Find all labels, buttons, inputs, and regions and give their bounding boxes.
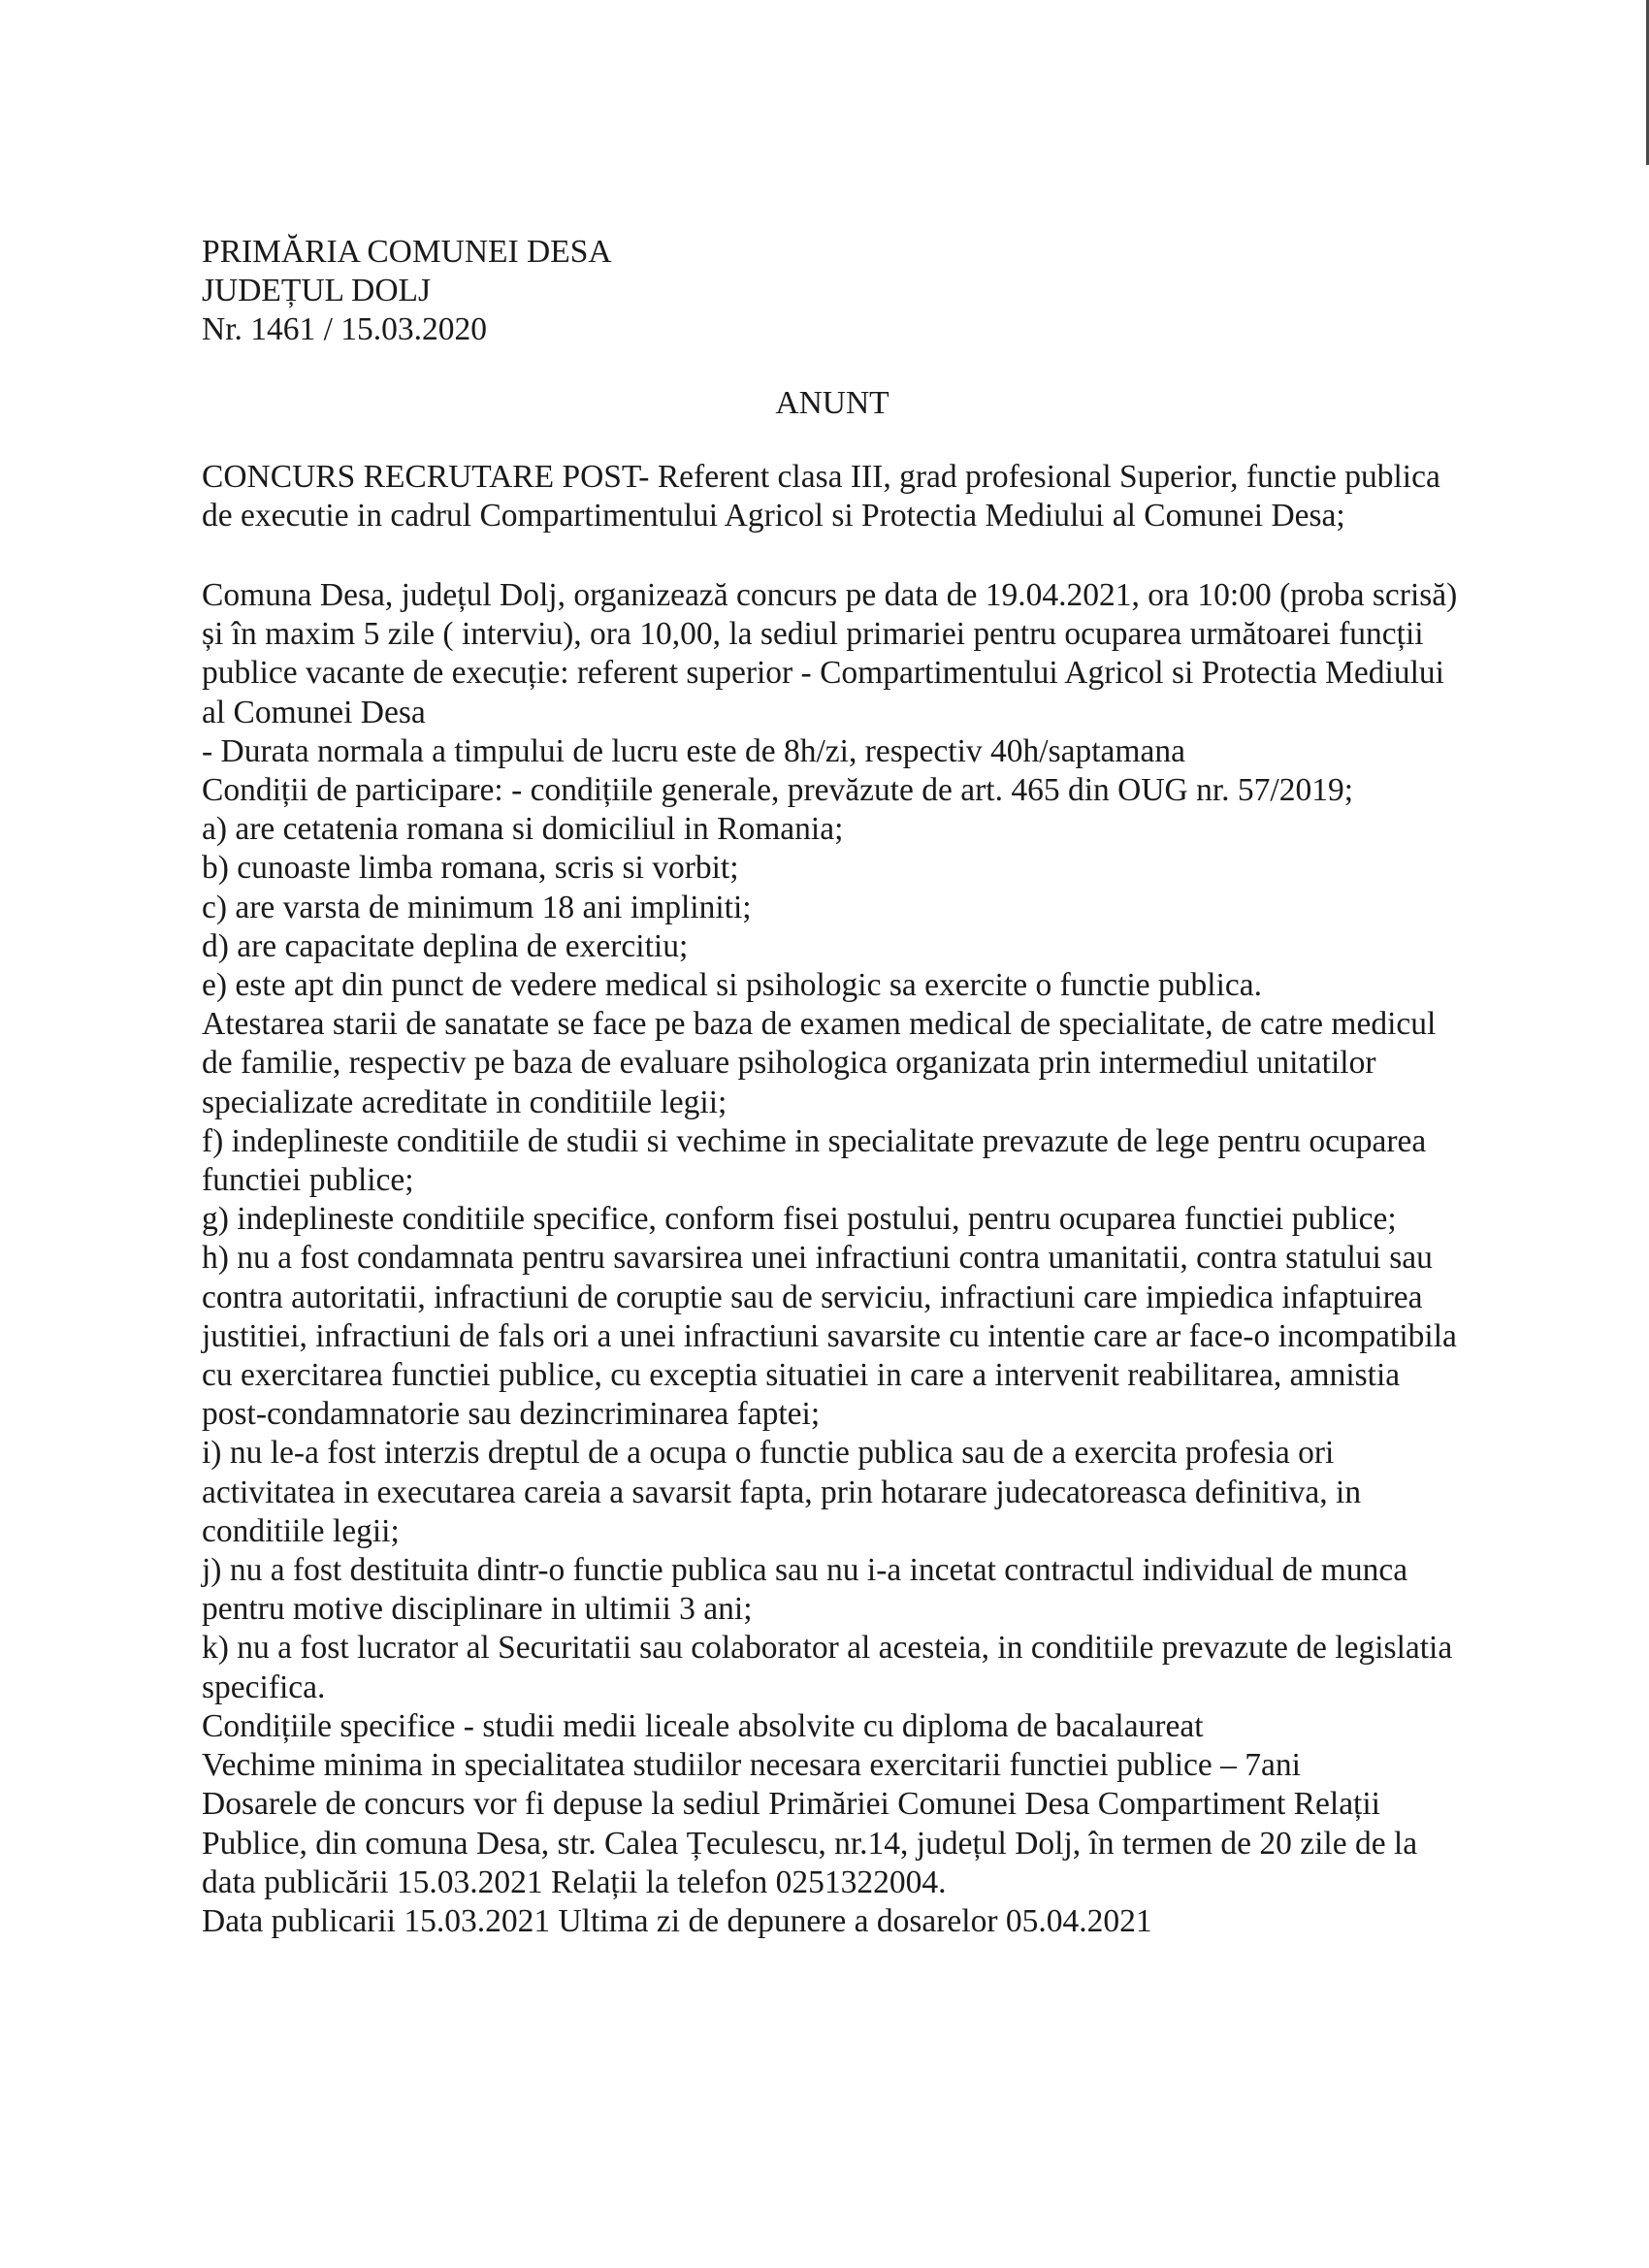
condition-g: g) indeplineste conditiile specifice, conform fisei postului, pentru ocuparea functiei publice; <box>202 1201 1397 1238</box>
condition-h: h) nu a fost condamnata pentru savarsirea unei infractiuni contra umanitatii, contra statului sau contra autoritatii, infractiuni de coruptie sau de serviciu, infractiuni care impiedica infaptuirea justitiei, infractiuni de fals ori a unei infractiuni savarsite cu intentie care ar face-o incompatibila cu exercitarea functiei publice, cu exceptia situatiei in care a intervenit reabilitarea, amnistia post-condamnatorie sau dezincriminarea faptei; <box>202 1240 1457 1433</box>
condition-b: b) cunoaste limba romana, scris si vorbit; <box>202 850 739 887</box>
health-certificate-note: Atestarea starii de sanatate se face pe baza de examen medical de specialitate, de catre medicul de familie, respectiv pe baza de evaluare psihologica organizata prin intermediul unitatilor specializate acreditate in conditiile legii; <box>202 1006 1437 1120</box>
paragraph-intro: Comuna Desa, județul Dolj, organizează concurs pe data de 19.04.2021, ora 10:00 (proba scrisă) și în maxim 5 zile ( interviu), ora 10,00, la sediul primariei pentru ocuparea următoarei funcții publice vacante de execuție: referent superior - Compartimentului Agricol si Protectia Mediului al Comunei Desa <box>202 577 1458 730</box>
submission-details: Dosarele de concurs vor fi depuse la sediul Primăriei Comunei Desa Compartiment Relații Publice, din comuna Desa, str. Calea Țeculescu, nr.14, județul Dolj, în termen de 20 zile de la data publicării 15.03.2021 Relații la telefon 0251322004. <box>202 1786 1418 1900</box>
paragraph-conditions: Condiții de participare: - condițiile generale, prevăzute de art. 465 din OUG nr. 57/2019; <box>202 772 1354 809</box>
announcement-document <box>202 233 1463 1941</box>
paragraph-work-hours: - Durata normala a timpului de lucru este de 8h/zi, respectiv 40h/saptamana <box>202 732 1185 769</box>
institution-name: PRIMĂRIA COMUNEI DESA <box>202 234 612 270</box>
county-name: JUDEȚUL DOLJ <box>202 273 432 308</box>
specific-conditions: Condițiile specifice - studii medii liceale absolvite cu diploma de bacalaureat <box>202 1707 1204 1744</box>
announcement-body <box>202 576 1463 1941</box>
condition-f: f) indeplineste conditiile de studii si vechime in specialitate prevazute de lege pentru ocuparea functiei publice; <box>202 1122 1427 1199</box>
condition-j: j) nu a fost destituita dintr-o functie publica sau nu i-a incetat contractul individual de munca pentru motive disciplinare in ultimii 3 ani; <box>202 1552 1408 1628</box>
registration-number: Nr. 1461 / 15.03.2020 <box>202 311 488 347</box>
announcement-subject: CONCURS RECRUTARE POST- Referent clasa III, grad profesional Superior, functie publica de executie in cadrul Compartimentului Agricol si Protectia Mediului al Comunei Desa; <box>202 459 1440 534</box>
condition-a: a) are cetatenia romana si domiciliul in Romania; <box>202 811 844 848</box>
minimum-experience: Vechime minima in specialitatea studiilor necesara exercitarii functiei publice – 7ani <box>202 1747 1301 1784</box>
condition-i: i) nu le-a fost interzis dreptul de a ocupa o functie publica sau de a exercita profesia ori activitatea in executarea careia a savarsit fapta, prin hotarare judecatoreasca definitiva, in conditiile legii; <box>202 1435 1362 1549</box>
condition-e: e) este apt din punct de vedere medical si psihologic sa exercite o functie publica. <box>202 967 1262 1004</box>
document-title: ANUNT <box>775 385 889 421</box>
condition-c: c) are varsta de minimum 18 ani impliniti; <box>202 889 752 925</box>
condition-d: d) are capacitate deplina de exercitiu; <box>202 927 689 964</box>
publication-dates: Data publicarii 15.03.2021 Ultima zi de depunere a dosarelor 05.04.2021 <box>202 1902 1152 1939</box>
condition-k: k) nu a fost lucrator al Securitatii sau colaborator al acesteia, in conditiile prevazute de legislatia specifica. <box>202 1630 1453 1705</box>
